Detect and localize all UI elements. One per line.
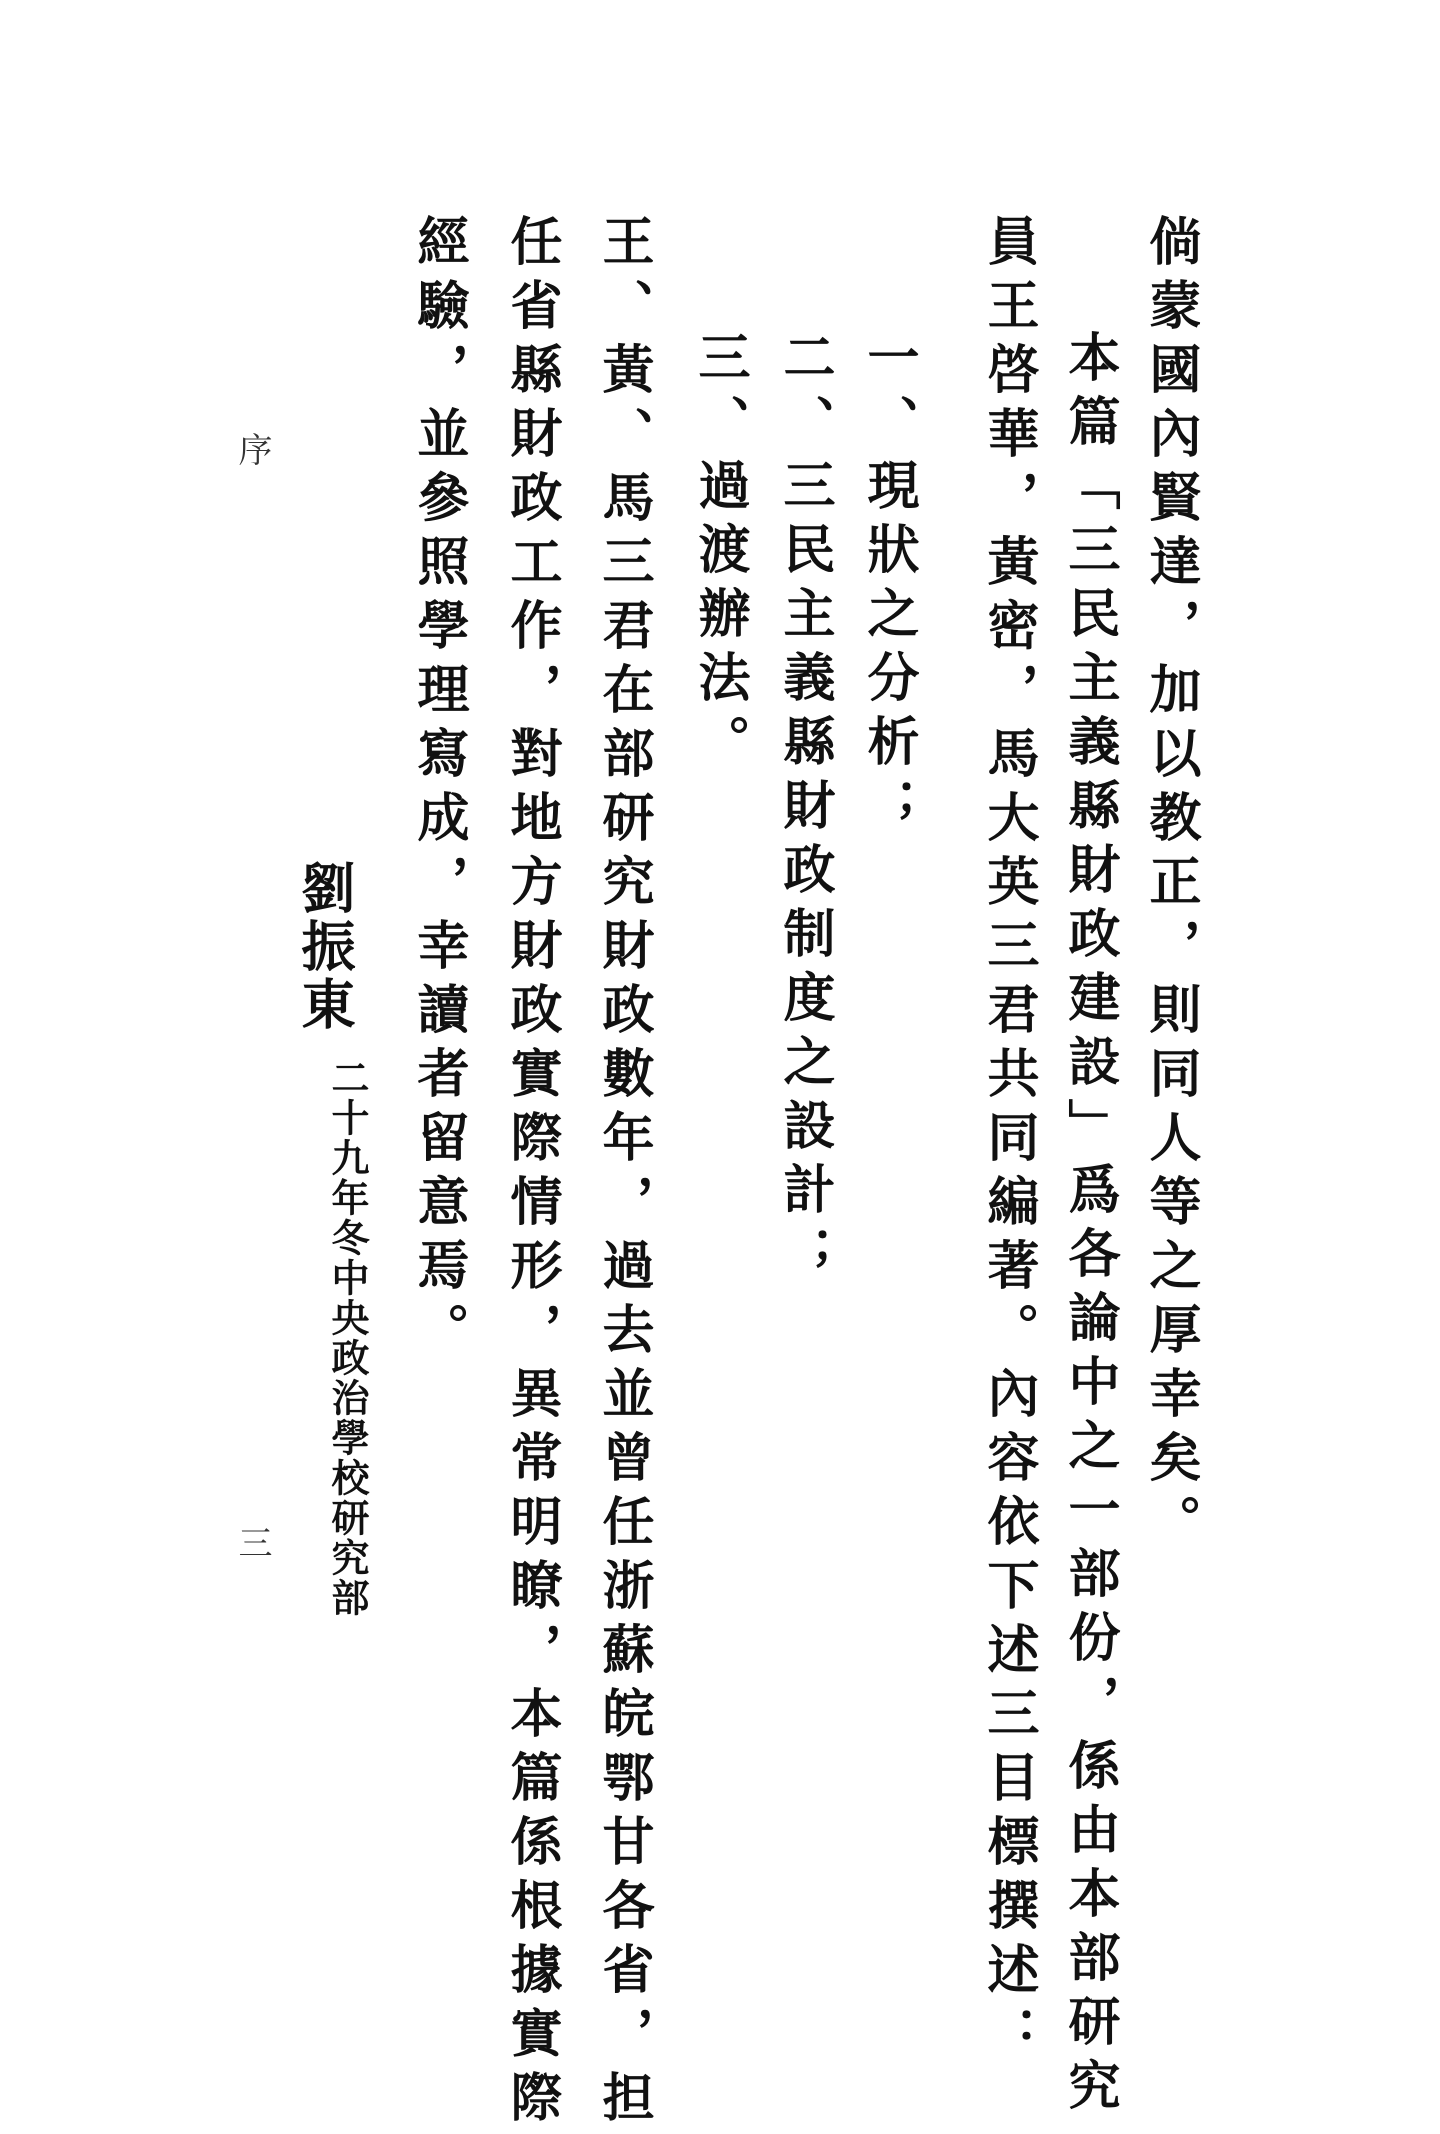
text-column-6: 三、過渡辦法。 [689, 330, 750, 778]
signature-name: 劉振東 [293, 860, 357, 1034]
text-column-9: 經驗，並參照學理寫成，幸讀者留意焉。 [408, 214, 469, 1366]
text-column-5: 二、三民主義縣財政制度之設計； [774, 330, 835, 1290]
running-head: 序 [232, 432, 272, 466]
text-column-1: 倘蒙國內賢達，加以教正，則同人等之厚幸矣。 [1140, 214, 1201, 1558]
text-column-4: 一、現狀之分析； [858, 330, 919, 842]
page-number: 三 [232, 1525, 272, 1559]
signature-date-org: 二十九年冬中央政治學校研究部 [325, 1058, 370, 1618]
text-column-8: 任省縣財政工作，對地方財政實際情形，異常明瞭，本篇係根據實際 [501, 214, 562, 2134]
text-column-3: 員王啓華，黃密，馬大英三君共同編著。內容依下述三目標撰述： [978, 214, 1039, 2070]
text-column-2: 本篇「三民主義縣財政建設」爲各論中之一部份，係由本部研究 [1059, 330, 1120, 2122]
text-column-7: 王、黃、馬三君在部研究財政數年，過去並曾任浙蘇皖鄂甘各省，担 [593, 214, 654, 2134]
